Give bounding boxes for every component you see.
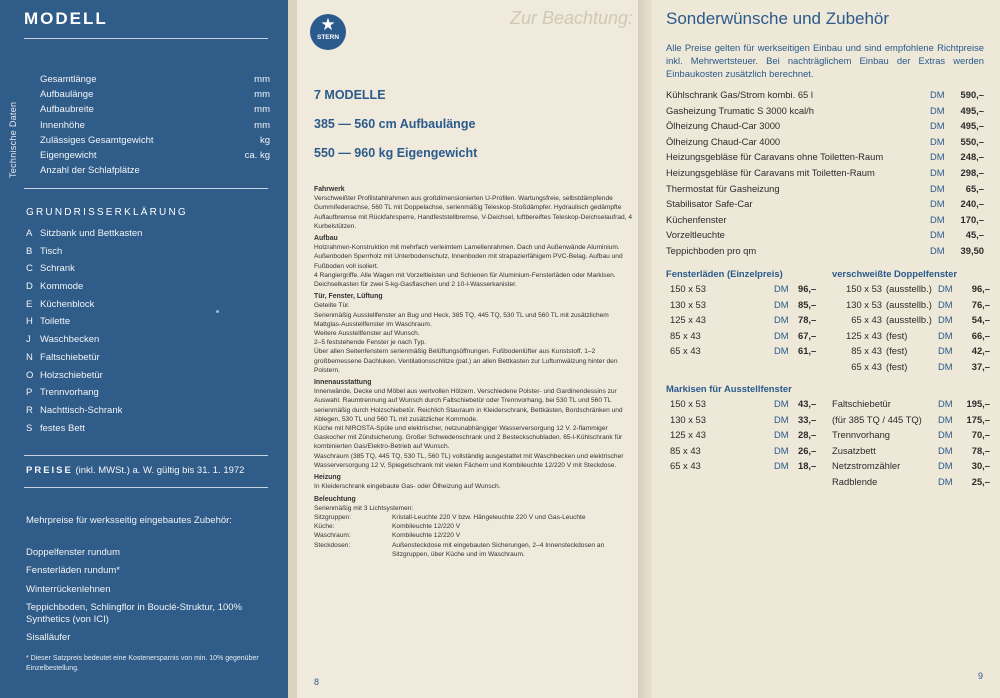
- currency: DM: [930, 89, 945, 100]
- spec-row: [40, 165, 270, 180]
- currency: DM: [938, 444, 953, 456]
- extra-name: Ölheizung Chaud-Car 3000: [666, 120, 781, 132]
- doppelfenster-note: (ausstellb.): [886, 298, 932, 310]
- currency: DM: [930, 151, 945, 163]
- extra-item: [666, 120, 984, 136]
- grundriss-item: [26, 334, 142, 352]
- extra-name: Kühlschrank Gas/Strom kombi. 65 l: [666, 89, 813, 100]
- speck-mark: [216, 310, 219, 313]
- grundriss-item: [26, 299, 142, 317]
- extra-item: [666, 245, 984, 261]
- markisen-price: 33,–: [798, 413, 817, 425]
- footnote: * Dieser Satzpreis bedeutet eine Kostenersparnis von min. 10% gegenüber Einzelbestellung.: [26, 655, 259, 672]
- spec-row: [40, 74, 270, 89]
- extra-name: Stabilisator Safe-Car: [666, 198, 753, 210]
- grundriss-key: H: [26, 316, 33, 328]
- currency: DM: [938, 475, 953, 487]
- mehrpreis-item: Doppelfenster rundum: [26, 547, 120, 558]
- doppelfenster-heading: verschweißte Doppelfenster: [832, 268, 958, 279]
- doppelfenster-price: 37,–: [971, 360, 990, 372]
- currency: DM: [930, 229, 945, 241]
- grundriss-key: P: [26, 387, 33, 399]
- grundriss-text: Toilette: [40, 316, 71, 328]
- extra-name: Thermostat für Gasheizung: [666, 182, 780, 194]
- lighting-row: [314, 522, 632, 531]
- extra-item: [666, 151, 984, 167]
- doppelfenster-row: [832, 345, 990, 361]
- divider: [24, 38, 268, 39]
- grundriss-text: Tisch: [40, 245, 63, 257]
- extra-price: 240,–: [960, 198, 984, 210]
- section-heading: Tür, Fenster, Lüftung: [314, 293, 383, 301]
- page-fold: [638, 0, 652, 698]
- extra-name: Heizungsgebläse für Caravans ohne Toiletten-Raum: [666, 151, 884, 163]
- fensterladen-row: [670, 345, 820, 361]
- mehrpreise-list: [26, 547, 276, 650]
- fensterladen-dims: 150 x 53: [670, 283, 706, 294]
- grundriss-text: Sitzbank und Bettkasten: [40, 228, 143, 239]
- section-paragraph: Serienmäßig Ausstellfenster an Bug und Heck, 385 TQ, 445 TQ, 530 TL und 560 TL mit zusätzlichem Mattglas-Ausstellfenster im Waschraum.: [314, 311, 609, 328]
- prices-label: PREISE: [26, 465, 73, 476]
- markisen-dims: 130 x 53: [670, 413, 706, 425]
- doppelfenster-dims: 85 x 43: [851, 345, 882, 356]
- doppelfenster-size: [832, 361, 938, 377]
- lighting-desc: Außensteckdose mit eingebauten Sicherungen, 2–4 Innensteckdosen an Sitzgruppen, über Küche und im Waschraum.: [392, 541, 605, 558]
- markisen-row: [670, 460, 820, 476]
- accessories-title: Sonderwünsche und Zubehör: [666, 9, 890, 28]
- mehrpreis-item: Fensterläden rundum*: [26, 565, 120, 577]
- divider: [24, 188, 268, 189]
- grundriss-text: Küchenblock: [40, 298, 95, 310]
- currency: DM: [930, 244, 945, 256]
- currency: DM: [938, 398, 953, 409]
- misc-row: [832, 398, 990, 414]
- currency: DM: [930, 135, 945, 147]
- extra-item: [666, 136, 984, 152]
- page-number-right: 9: [978, 671, 984, 681]
- fensterladen-price: 61,–: [798, 345, 817, 356]
- spec-row: [40, 89, 270, 104]
- spec-row: [40, 150, 270, 165]
- currency: DM: [938, 360, 953, 372]
- fensterladen-row: [670, 299, 820, 315]
- markisen-price: 28,–: [798, 429, 817, 440]
- extra-item: [666, 167, 984, 183]
- grundriss-text: Faltschiebetür: [40, 351, 100, 363]
- spec-list: [40, 74, 270, 180]
- spec-unit: ca. kg: [244, 149, 270, 161]
- spec-row: [40, 135, 270, 150]
- markisen-dims: 65 x 43: [670, 460, 701, 471]
- markisen-size: [670, 414, 774, 430]
- currency: DM: [930, 182, 945, 194]
- extra-name: Vorzeltleuchte: [666, 229, 725, 241]
- grundriss-heading: GRUNDRISSERKLÄRUNG: [26, 207, 188, 218]
- grundriss-text: Schrank: [40, 263, 75, 275]
- extra-name: Küchenfenster: [666, 213, 727, 225]
- grundriss-key: R: [26, 404, 33, 416]
- grundriss-item: [26, 228, 142, 246]
- lighting-desc: Kristall-Leuchte 220 V bzw. Hängeleuchte 220 V und Gas-Leuchte: [392, 513, 586, 521]
- section-paragraph: Innenwände, Decke und Möbel aus wertvollen Hölzern. Verschiedene Polster- und Gardinendessins zur Auswahl. Raumtrennung auf Wunsch durch Faltschiebetür oder Trennvorhang, bei 530 TL und 560 TL serienmäßig durch Holzschiebetür. Reichlich Stauraum in Kleiderschrank, Bettkästen, Bordschränken und Ablegen, 530 TL und 560 TL mit zusätzlicher Kommode.: [314, 388, 623, 423]
- misc-row: [832, 429, 990, 445]
- extra-name: Ölheizung Chaud-Car 4000: [666, 135, 781, 147]
- extra-price: 590,–: [960, 89, 984, 100]
- divider: [24, 487, 268, 488]
- currency: DM: [774, 329, 789, 341]
- currency: DM: [930, 198, 945, 210]
- grundriss-text: Waschbecken: [40, 334, 100, 346]
- mehrpreise-heading: Mehrpreise für werksseitig eingebautes Zubehör:: [26, 515, 232, 526]
- star-icon: ★: [320, 15, 336, 34]
- extra-price: 39,50: [960, 244, 984, 256]
- grundriss-item: [26, 246, 142, 264]
- extra-item: [666, 229, 984, 245]
- lighting-row: [314, 531, 632, 540]
- markisen-size: [670, 460, 774, 476]
- misc-row: [832, 460, 990, 476]
- spec-label: Aufbaulänge: [40, 89, 94, 101]
- markisen-row: [670, 429, 820, 445]
- spec-label: Aufbaubreite: [40, 104, 94, 116]
- spec-label: Zulässiges Gesamtgewicht: [40, 134, 154, 146]
- spec-label: Eigengewicht: [40, 149, 97, 161]
- tech-data-vertical-label: Technische Daten: [8, 101, 18, 178]
- section-paragraph: Küche mit NIROSTA-Spüle und elektrischer, netzunabhängiger Wasserversorgung 12 V. 2-flammiger Gaskocher mit Zündsicherung. Großer Schwedenschrank und 2 Besteckschubladen. 65-l-Kühlschrank für kombinierten Gas/Elektro-Betrieb auf Wunsch.: [314, 425, 623, 451]
- currency: DM: [930, 166, 945, 178]
- doppelfenster-note: (fest): [886, 329, 908, 341]
- extra-item: [666, 105, 984, 121]
- fensterladen-price: 85,–: [798, 298, 817, 310]
- doppelfenster-price: 54,–: [971, 314, 990, 325]
- currency: DM: [774, 444, 789, 456]
- currency: DM: [774, 283, 789, 294]
- grundriss-key: E: [26, 298, 33, 310]
- mehrpreis-item: Sisalläufer: [26, 631, 71, 643]
- grundriss-item: [26, 387, 142, 405]
- currency: DM: [938, 429, 953, 440]
- misc-row: [832, 476, 990, 492]
- markisen-row: [670, 398, 820, 414]
- section-paragraph: Weitere Ausstellfenster auf Wunsch.: [314, 330, 420, 338]
- markisen-price: 26,–: [798, 444, 817, 456]
- fensterladen-row: [670, 314, 820, 330]
- extras-list: [666, 89, 984, 261]
- lighting-desc: Kombileuchte 12/220 V: [392, 523, 461, 531]
- extra-price: 298,–: [960, 166, 984, 178]
- length-heading: 385 — 560 cm Aufbaulänge: [314, 117, 476, 131]
- fensterladen-dims: 85 x 43: [670, 329, 701, 341]
- fensterladen-dims: 125 x 43: [670, 314, 706, 325]
- lighting-desc: Kombileuchte 12/220 V: [392, 532, 461, 540]
- doppelfenster-dims: 65 x 43: [851, 314, 882, 325]
- bleed-through-text: Zur Beachtung:: [510, 8, 634, 28]
- doppelfenster-table: [832, 283, 990, 376]
- misc-dims: Zusatzbett: [832, 444, 876, 456]
- grundriss-key: S: [26, 422, 33, 434]
- misc-dims: (für 385 TQ / 445 TQ): [832, 413, 922, 425]
- misc-size: [832, 476, 938, 492]
- lighting-row: [314, 513, 632, 522]
- markisen-size: [670, 445, 774, 461]
- grundriss-text: Kommode: [40, 281, 84, 293]
- grundriss-item: [26, 405, 142, 423]
- spec-label: Anzahl der Schlafplätze: [40, 165, 140, 177]
- lighting-area: Steckdosen:: [314, 541, 351, 549]
- misc-size: [832, 445, 938, 461]
- extra-price: 495,–: [960, 104, 984, 116]
- divider: [24, 455, 268, 456]
- lighting-row: [314, 541, 632, 559]
- currency: DM: [938, 345, 953, 356]
- doppelfenster-dims: 125 x 43: [846, 329, 882, 341]
- section-heading: Fahrwerk: [314, 186, 345, 193]
- currency: DM: [774, 413, 789, 425]
- doppelfenster-size: [832, 314, 938, 330]
- extra-item: [666, 214, 984, 230]
- misc-size: [832, 414, 938, 430]
- weight-heading: 550 — 960 kg Eigengewicht: [314, 146, 478, 160]
- mehrpreis-item: Teppichboden, Schlingflor in Bouclé-Struktur, 100% Synthetics (von ICI): [26, 601, 242, 625]
- extra-name: Heizungsgebläse für Caravans mit Toiletten-Raum: [666, 166, 875, 178]
- section-paragraph: Über allen Seitenfenstern serienmäßig Belüftungsöffnungen. Fußbodenlüfter aus Kunststoff, 1–2 großbemessene Dachluken. Ventilationsschlitze (pat.) an allen Bettkasten zur Luftumwälzung hinter den Polstern.: [314, 348, 618, 374]
- section-paragraph: Serienmäßig mit 3 Lichtsystemen:: [314, 504, 414, 512]
- currency: DM: [774, 298, 789, 310]
- grundriss-item: [26, 370, 142, 388]
- fensterladen-dims: 130 x 53: [670, 298, 706, 310]
- grundriss-text: Nachttisch-Schrank: [40, 404, 123, 416]
- currency: DM: [774, 314, 789, 325]
- misc-row: [832, 414, 990, 430]
- misc-size: [832, 460, 938, 476]
- grundriss-key: D: [26, 281, 33, 293]
- markisen-dims: 150 x 53: [670, 398, 706, 409]
- section-heading: Aufbau: [314, 235, 338, 243]
- markisen-dims: 85 x 43: [670, 444, 701, 456]
- lighting-area: Waschraum:: [314, 532, 351, 540]
- doppelfenster-note: (fest): [886, 345, 908, 356]
- accessories-intro: Alle Preise gelten für werkseitigen Einbau und sind empfohlene Richtpreise inkl. Mehrwertsteuer. Bei nachträglichem Einbau der Extras werden Einbaukosten zusätzlich berechnet.: [666, 42, 984, 79]
- currency: DM: [930, 213, 945, 225]
- fensterladen-table: [670, 283, 820, 361]
- misc-dims: Netzstromzähler: [832, 460, 901, 471]
- doppelfenster-note: (ausstellb.): [886, 283, 932, 294]
- grundriss-item: [26, 352, 142, 370]
- fensterladen-row: [670, 330, 820, 346]
- extra-price: 170,–: [960, 213, 984, 225]
- misc-price: 78,–: [971, 444, 990, 456]
- spec-unit: mm: [254, 119, 270, 131]
- currency: DM: [774, 398, 789, 409]
- misc-dims: Trennvorhang: [832, 429, 891, 440]
- section-paragraph: Waschraum (385 TQ, 445 TQ, 530 TL, 560 TL) vollständig ausgestattet mit Waschbecken und elektrischer Wasserversorgung 12 V, Spiegelschrank mit vielen Fächern und Kombileuchte 12/220 V mit Steckdose.: [314, 452, 624, 469]
- misc-price: 195,–: [966, 398, 990, 409]
- currency: DM: [774, 460, 789, 471]
- doppelfenster-size: [832, 330, 938, 346]
- grundriss-key: N: [26, 351, 33, 363]
- doppelfenster-row: [832, 299, 990, 315]
- currency: DM: [938, 298, 953, 310]
- misc-price: 70,–: [971, 429, 990, 440]
- grundriss-list: [26, 228, 142, 440]
- section-heading: Heizung: [314, 474, 341, 482]
- doppelfenster-size: [832, 283, 938, 299]
- section-paragraph: 4 Rangiergriffe. Alle Wagen mit Vorzeltleisten und Schienen für Aluminium-Fensterläden oder Markisen. Deichselkasten für zwei 5-kg-Gasflaschen und 2 10-l-Wasserkanister.: [314, 271, 616, 289]
- fensterladen-size: [670, 330, 774, 346]
- grundriss-key: O: [26, 369, 34, 381]
- markisen-row: [670, 414, 820, 430]
- extra-item: [666, 183, 984, 199]
- extra-item: [666, 89, 984, 105]
- doppelfenster-price: 96,–: [971, 283, 990, 294]
- extra-name: Gasheizung Trumatic S 3000 kcal/h: [666, 104, 814, 116]
- section-paragraph: In Kleiderschrank eingebaute Gas- oder Ölheizung auf Wunsch.: [314, 483, 501, 491]
- doppelfenster-dims: 150 x 53: [846, 283, 882, 294]
- page-number-left: 8: [314, 677, 320, 687]
- fensterladen-price: 78,–: [798, 314, 817, 325]
- fensterladen-size: [670, 283, 774, 299]
- markisen-price: 43,–: [798, 398, 817, 409]
- grundriss-item: [26, 423, 142, 441]
- grundriss-key: A: [26, 228, 33, 239]
- currency: DM: [774, 429, 789, 440]
- fensterladen-row: [670, 283, 820, 299]
- modell-title: MODELL: [24, 9, 108, 28]
- doppelfenster-note: (ausstellb.): [886, 314, 932, 325]
- logo-text: STERN: [316, 34, 340, 41]
- doppelfenster-row: [832, 314, 990, 330]
- extra-price: 550,–: [960, 135, 984, 147]
- doppelfenster-price: 42,–: [971, 345, 990, 356]
- section-heading: Innenausstattung: [314, 379, 372, 387]
- markisen-heading: Markisen für Ausstellfenster: [666, 383, 792, 394]
- spec-label: Gesamtlänge: [40, 74, 97, 85]
- misc-row: [832, 445, 990, 461]
- fensterladen-size: [670, 314, 774, 330]
- markisen-row: [670, 445, 820, 461]
- spec-row: [40, 104, 270, 119]
- lighting-area: Küche:: [314, 523, 335, 531]
- fensterladen-size: [670, 345, 774, 361]
- spec-row: [40, 120, 270, 135]
- misc-price: 30,–: [971, 460, 990, 471]
- doppelfenster-dims: 65 x 43: [851, 360, 882, 372]
- section-paragraph: Geteilte Tür.: [314, 302, 350, 310]
- markisen-price: 18,–: [798, 460, 817, 471]
- misc-dims: Faltschiebetür: [832, 398, 891, 409]
- extra-name: Teppichboden pro qm: [666, 244, 757, 256]
- markisen-size: [670, 429, 774, 445]
- doppelfenster-row: [832, 283, 990, 299]
- doppelfenster-note: (fest): [886, 360, 908, 372]
- misc-table: [832, 398, 990, 491]
- doppelfenster-size: [832, 299, 938, 315]
- grundriss-item: [26, 281, 142, 299]
- fensterladen-size: [670, 299, 774, 315]
- spec-unit: mm: [254, 89, 270, 101]
- currency: DM: [930, 104, 945, 116]
- grundriss-item: [26, 263, 142, 281]
- section-paragraph: Holzrahmen-Konstruktion mit mehrfach verleimtem Lamellenrahmen. Dach und Außenwände Aluminium. Außenboden Sperrholz mit Unterbodenschutz, Innenboden mit strapazierfähigem PVC-Belag. Aufbau und Fußboden voll isoliert.: [314, 244, 623, 270]
- grundriss-item: [26, 316, 142, 334]
- prices-validity: (inkl. MWSt.) a. W. gültig bis 31. 1. 1972: [75, 465, 245, 476]
- section-paragraph: Verschweißter Profilstahlrahmen aus großdimensionierten U-Profilen. Wartungsfreie, selbstdämpfende Gummifederachse, 560 TL mit Doppelachse, serienmäßig Teleskop-Stoßdämpfer. Hydraulisch gedämpfte Auflaufbremse mit Rückfahrsperre, Handfeststellbremse, V-Deichsel, luftbereiftes Teleskop-Deichselaufrad, 4 Kurbelstützen.: [314, 195, 632, 230]
- misc-price: 25,–: [971, 475, 990, 487]
- page-gutter: [288, 0, 297, 698]
- markisen-table: [670, 398, 820, 476]
- currency: DM: [938, 314, 953, 325]
- grundriss-text: Holzschiebetür: [40, 369, 103, 381]
- doppelfenster-row: [832, 330, 990, 346]
- fensterladen-heading: Fensterläden (Einzelpreis): [666, 268, 783, 279]
- left-page-panel: [0, 0, 288, 698]
- grundriss-key: C: [26, 263, 33, 275]
- stern-logo: [310, 14, 346, 50]
- section-heading: Beleuchtung: [314, 495, 356, 503]
- misc-dims: Radblende: [832, 475, 878, 487]
- grundriss-text: Trennvorhang: [40, 387, 99, 399]
- currency: DM: [774, 345, 789, 356]
- mehrpreis-item: Winterrückenlehnen: [26, 583, 111, 595]
- spec-unit: kg: [259, 134, 270, 146]
- extra-price: 248,–: [960, 151, 984, 163]
- misc-price: 175,–: [966, 413, 990, 425]
- extra-price: 65,–: [965, 182, 984, 194]
- section-paragraph: 2–5 feststehende Fenster je nach Typ.: [314, 339, 427, 347]
- currency: DM: [938, 283, 953, 294]
- extra-item: [666, 198, 984, 214]
- doppelfenster-price: 76,–: [971, 298, 990, 310]
- spec-unit: mm: [254, 74, 270, 85]
- specification-text: [314, 182, 632, 559]
- prices-line: [26, 465, 244, 476]
- doppelfenster-row: [832, 361, 990, 377]
- markisen-dims: 125 x 43: [670, 429, 706, 440]
- fensterladen-price: 96,–: [798, 283, 817, 294]
- currency: DM: [938, 413, 953, 425]
- grundriss-text: festes Bett: [40, 422, 85, 434]
- models-heading: 7 MODELLE: [314, 88, 386, 102]
- fensterladen-dims: 65 x 43: [670, 345, 701, 356]
- lighting-area: Sitzgruppen:: [314, 513, 352, 521]
- extra-price: 45,–: [965, 229, 984, 241]
- currency: DM: [938, 460, 953, 471]
- fensterladen-price: 67,–: [798, 329, 817, 341]
- spec-label: Innenhöhe: [40, 119, 85, 131]
- extra-price: 495,–: [960, 120, 984, 132]
- currency: DM: [938, 329, 953, 341]
- misc-size: [832, 429, 938, 445]
- currency: DM: [930, 120, 945, 132]
- doppelfenster-dims: 130 x 53: [846, 298, 882, 310]
- doppelfenster-size: [832, 345, 938, 361]
- doppelfenster-price: 66,–: [971, 329, 990, 341]
- grundriss-key: J: [26, 334, 31, 346]
- misc-size: [832, 398, 938, 414]
- grundriss-key: B: [26, 245, 33, 257]
- spec-unit: mm: [254, 104, 270, 116]
- markisen-size: [670, 398, 774, 414]
